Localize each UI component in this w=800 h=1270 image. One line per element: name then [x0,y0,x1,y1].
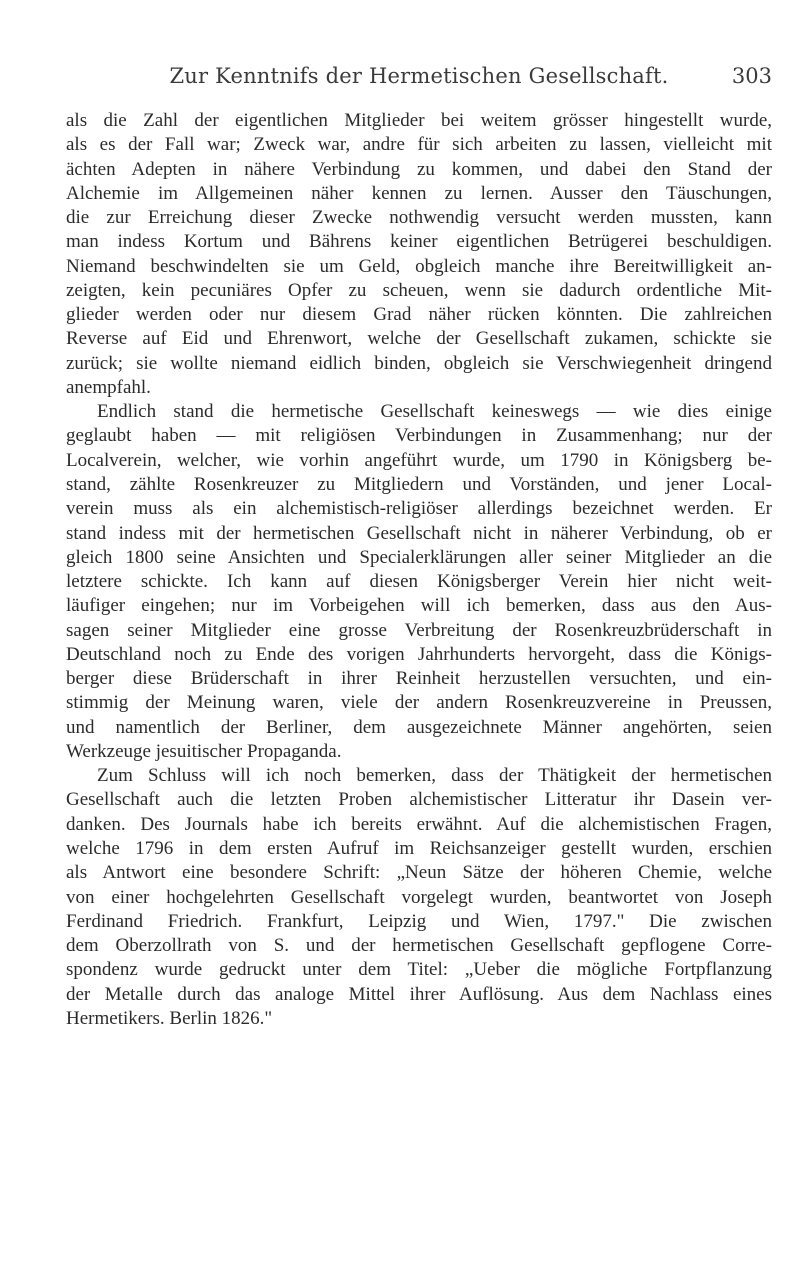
text-line: geglaubt haben — mit religiösen Verbindungen in Zusammenhang; nur der [66,425,772,447]
text-line: dem Oberzollrath von S. und der hermetischen Gesellschaft gepflogene Corre- [66,935,772,957]
text-line: danken. Des Journals habe ich bereits erwähnt. Auf die alchemistischen Fragen, [66,813,772,835]
text-line: die zur Erreichung dieser Zwecke nothwendig versucht werden mussten, kann [66,207,772,229]
text-line: Localverein, welcher, wie vorhin angeführt wurde, um 1790 in Königsberg be- [66,449,772,471]
text-line: ächten Adepten in nähere Verbindung zu kommen, und dabei den Stand der [66,158,772,180]
text-line: Niemand beschwindelten sie um Geld, obgleich manche ihre Bereitwilligkeit an- [66,255,772,277]
text-line: anempfahl. [66,376,151,398]
text-line: läufiger eingehen; nur im Vorbeigehen will ich bemerken, dass aus den Aus- [66,595,772,617]
text-line: stand, zählte Rosenkreuzer zu Mitgliedern und Vorständen, und jener Local- [66,473,772,495]
text-line: Werkzeuge jesuitischer Propaganda. [66,740,342,762]
page-number: 303 [731,64,772,88]
text-line: man indess Kortum und Bährens keiner eigentlichen Betrügerei beschuldigen. [66,231,772,253]
text-line: Deutschland noch zu Ende des vorigen Jahrhunderts hervorgeht, dass die Königs- [66,643,772,665]
text-line: als die Zahl der eigentlichen Mitglieder bei weitem grösser hingestellt wurde, [66,110,772,131]
text-line: Zum Schluss will ich noch bemerken, dass der Thätigkeit der hermetischen [97,765,772,787]
text-line: berger diese Brüderschaft in ihrer Reinheit herzustellen versuchten, und ein- [66,668,772,690]
text-line: letztere schickte. Ich kann auf diesen Königsberger Verein hier nicht weit- [66,571,772,593]
text-line: Endlich stand die hermetische Gesellschaft keineswegs — wie dies einige [97,401,772,423]
text-line: der Metalle durch das analoge Mittel ihrer Auflösung. Aus dem Nachlass eines [66,983,772,1005]
text-line: zurück; sie wollte niemand eidlich binden, obgleich sie Verschwiegenheit dringend [66,352,772,374]
text-line: Ferdinand Friedrich. Frankfurt, Leipzig und Wien, 1797." Die zwischen [66,910,772,932]
text-line: zeigten, kein pecuniäres Opfer zu scheuen, wenn sie dadurch ordentliche Mit- [66,279,772,301]
text-line: und namentlich der Berliner, dem ausgezeichnete Männer angehörten, seien [66,716,772,738]
text-line: stand indess mit der hermetischen Gesellschaft nicht in näherer Verbindung, ob er [66,522,772,544]
text-line: Gesellschaft auch die letzten Proben alchemistischer Litteratur ihr Dasein ver- [66,789,772,811]
text-line: verein muss als ein alchemistisch-religiöser allerdings bezeichnet werden. Er [66,498,772,520]
text-line: welche 1796 in dem ersten Aufruf im Reichsanzeiger gestellt wurden, erschien [66,837,772,859]
text-line: stimmig der Meinung waren, viele der andern Rosenkreuzvereine in Preussen, [66,692,772,714]
text-line: glieder werden oder nur diesem Grad näher rücken könnten. Die zahlreichen [66,304,772,326]
text-line: Alchemie im Allgemeinen näher kennen zu lernen. Ausser den Täuschungen, [66,182,772,204]
body-text [66,109,772,1031]
text-line: von einer hochgelehrten Gesellschaft vorgelegt wurden, beantwortet von Joseph [66,886,772,908]
text-line: spondenz wurde gedruckt unter dem Titel: „Ueber die mögliche Fortpflanzung [66,959,772,981]
text-line: als Antwort eine besondere Schrift: „Neun Sätze der höheren Chemie, welche [66,862,772,884]
text-line: sagen seiner Mitglieder eine grosse Verbreitung der Rosenkreuzbrüderschaft in [66,619,772,641]
text-line: Reverse auf Eid und Ehrenwort, welche der Gesellschaft zukamen, schickte sie [66,328,772,350]
text-line: als es der Fall war; Zweck war, andre für sich arbeiten zu lassen, vielleicht mit [66,134,772,156]
running-title: Zur Kenntnifs der Hermetischen Gesellschaft. [169,64,669,88]
page-header [66,64,772,94]
text-line: gleich 1800 seine Ansichten und Specialerklärungen aller seiner Mitglieder an die [66,546,772,568]
text-line: Hermetikers. Berlin 1826." [66,1007,273,1029]
